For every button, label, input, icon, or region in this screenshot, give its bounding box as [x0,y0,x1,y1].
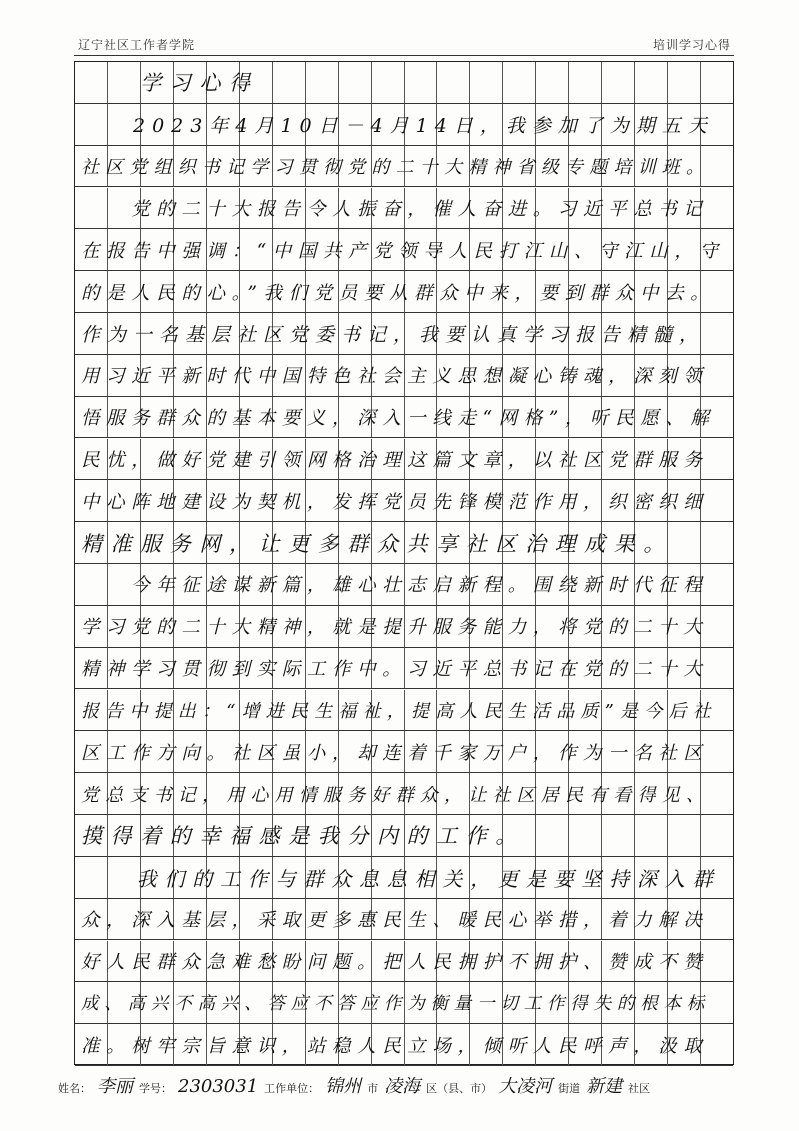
id-value: 2303031 [178,1076,259,1097]
grid-row [75,522,733,564]
street-suffix: 街道 [558,1082,581,1095]
grid-row [75,62,733,104]
grid-cell [306,62,339,103]
header-rule [74,55,734,56]
footer [58,1072,759,1098]
grid-cell [339,62,372,103]
community-suffix: 社区 [628,1082,651,1095]
grid-row [75,439,733,481]
id-label: 学号： [139,1082,172,1095]
handwritten-line: 成、高兴不高兴、答应不答应作为衡量一切工作得失的根本标 [81,994,711,1015]
handwritten-line: 社区党组织书记学习贯彻党的二十大精神省级专题培训班。 [81,157,711,179]
grid-cell [437,62,470,103]
handwritten-line: 今年征途谋新篇，雄心壮志启新程。围绕新时代征程 [81,575,709,597]
grid-row [75,982,733,1024]
grid-row [75,104,733,146]
district-suffix: 区（县、市） [426,1082,493,1095]
grid-cell [635,815,668,856]
grid-cell [635,62,668,103]
handwritten-line: 在报告中强调：“中国共产党领导人民打江山、守江山，守 [81,240,725,262]
grid-row [75,899,733,941]
grid-cell [668,62,701,103]
grid-row [75,146,733,188]
handwritten-line: 2023年4月10日－4月14日，我参加了为期五天 [81,114,714,137]
grid-row [75,355,733,397]
grid-cell [701,313,733,354]
name-value: 李丽 [97,1076,133,1097]
grid-cell [273,62,306,103]
grid-cell [470,62,503,103]
handwritten-line: 好人民群众急难愁盼问题。把人民拥护不拥护、赞成不赞 [81,951,709,973]
grid-row [75,773,733,815]
grid-row [75,271,733,313]
handwritten-line: 众，深入基层，采取更多惠民生、暖民心举措，着力解决 [81,910,709,932]
handwritten-line: 悟服务群众的基本要义，深入一线走“网格”，听民愿、解 [81,408,716,430]
grid-cell [405,62,438,103]
grid-cell [503,62,536,103]
handwritten-line: 准。树牢宗旨意识，站稳人民立场，倾听人民呼声，汲取 [81,1035,709,1057]
grid-cell [701,522,733,563]
handwritten-line: 报告中提出：“增进民生福祉，提高人民生活品质”是今后社 [81,700,717,722]
handwritten-line: 用习近平新时代中国特色社会主义思想凝心铸魂，深刻领 [81,366,709,388]
handwritten-line: 作为一名基层社区党委书记，我要认真学习报告精髓， [81,323,706,346]
header-right: 培训学习心得 [652,38,731,52]
grid-row [75,857,733,899]
grid-cell [602,62,635,103]
grid-cell [668,522,701,563]
grid-row [75,229,733,271]
handwritten-line: 党总支书记，用心用情服务好群众，让社区居民有看得见、 [81,784,711,806]
grid-row [75,564,733,606]
name-label: 姓名： [58,1082,91,1095]
handwritten-line: 精神学习贯彻到实际工作中。习近平总书记在党的二十大 [81,659,709,681]
handwritten-line: 中心阵地建设为契机，发挥党员先锋模范作用，织密织细 [81,491,709,513]
grid-row [75,648,733,690]
handwritten-line: 党的二十大报告令人振奋，催人奋进。习近平总书记 [81,198,709,220]
grid-cell [569,815,602,856]
grid-cell [536,62,569,103]
grid-row [75,941,733,983]
grid-cell [668,815,701,856]
handwritten-line: 学习党的二十大精神，就是提升服务能力，将党的二十大 [81,617,709,639]
street-value: 大凌河 [498,1076,553,1097]
writing-grid [74,61,734,1065]
grid-cell [536,815,569,856]
city-suffix: 市 [367,1082,379,1095]
grid-row [75,397,733,439]
community-value: 新建 [586,1076,623,1097]
grid-cell [372,62,405,103]
handwritten-line: 的是人民的心。”我们党员要从群众中来，要到群众中去。 [81,282,716,304]
grid-row [75,188,733,230]
grid-row [75,690,733,732]
handwritten-line: 学习心得 [81,71,259,96]
grid-cell [569,62,602,103]
grid-row [75,480,733,522]
grid-row [75,606,733,648]
handwritten-line: 精准服务网，让更多群众共享社区治理成果。 [81,531,673,556]
handwritten-line: 区工作方向。社区虽小，却连着千家万户，作为一名社区 [81,742,709,764]
handwritten-line: 摸得着的幸福感是我分内的工作。 [81,824,525,849]
grid-cell [701,815,733,856]
district-value: 凌海 [384,1076,421,1097]
header-left: 辽宁社区工作者学院 [78,38,196,52]
city-value: 锦州 [325,1076,362,1097]
grid-row [75,815,733,857]
grid-cell [602,815,635,856]
grid-row [75,731,733,773]
unit-label: 工作单位： [264,1082,320,1095]
grid-cell [701,62,733,103]
grid-row [75,1024,733,1066]
handwritten-line: 我们的工作与群众息息相关，更是要坚持深入群 [81,866,721,891]
grid-row [75,313,733,355]
handwritten-line: 民忧，做好党建引领网格治理这篇文章，以社区党群服务 [81,449,709,471]
